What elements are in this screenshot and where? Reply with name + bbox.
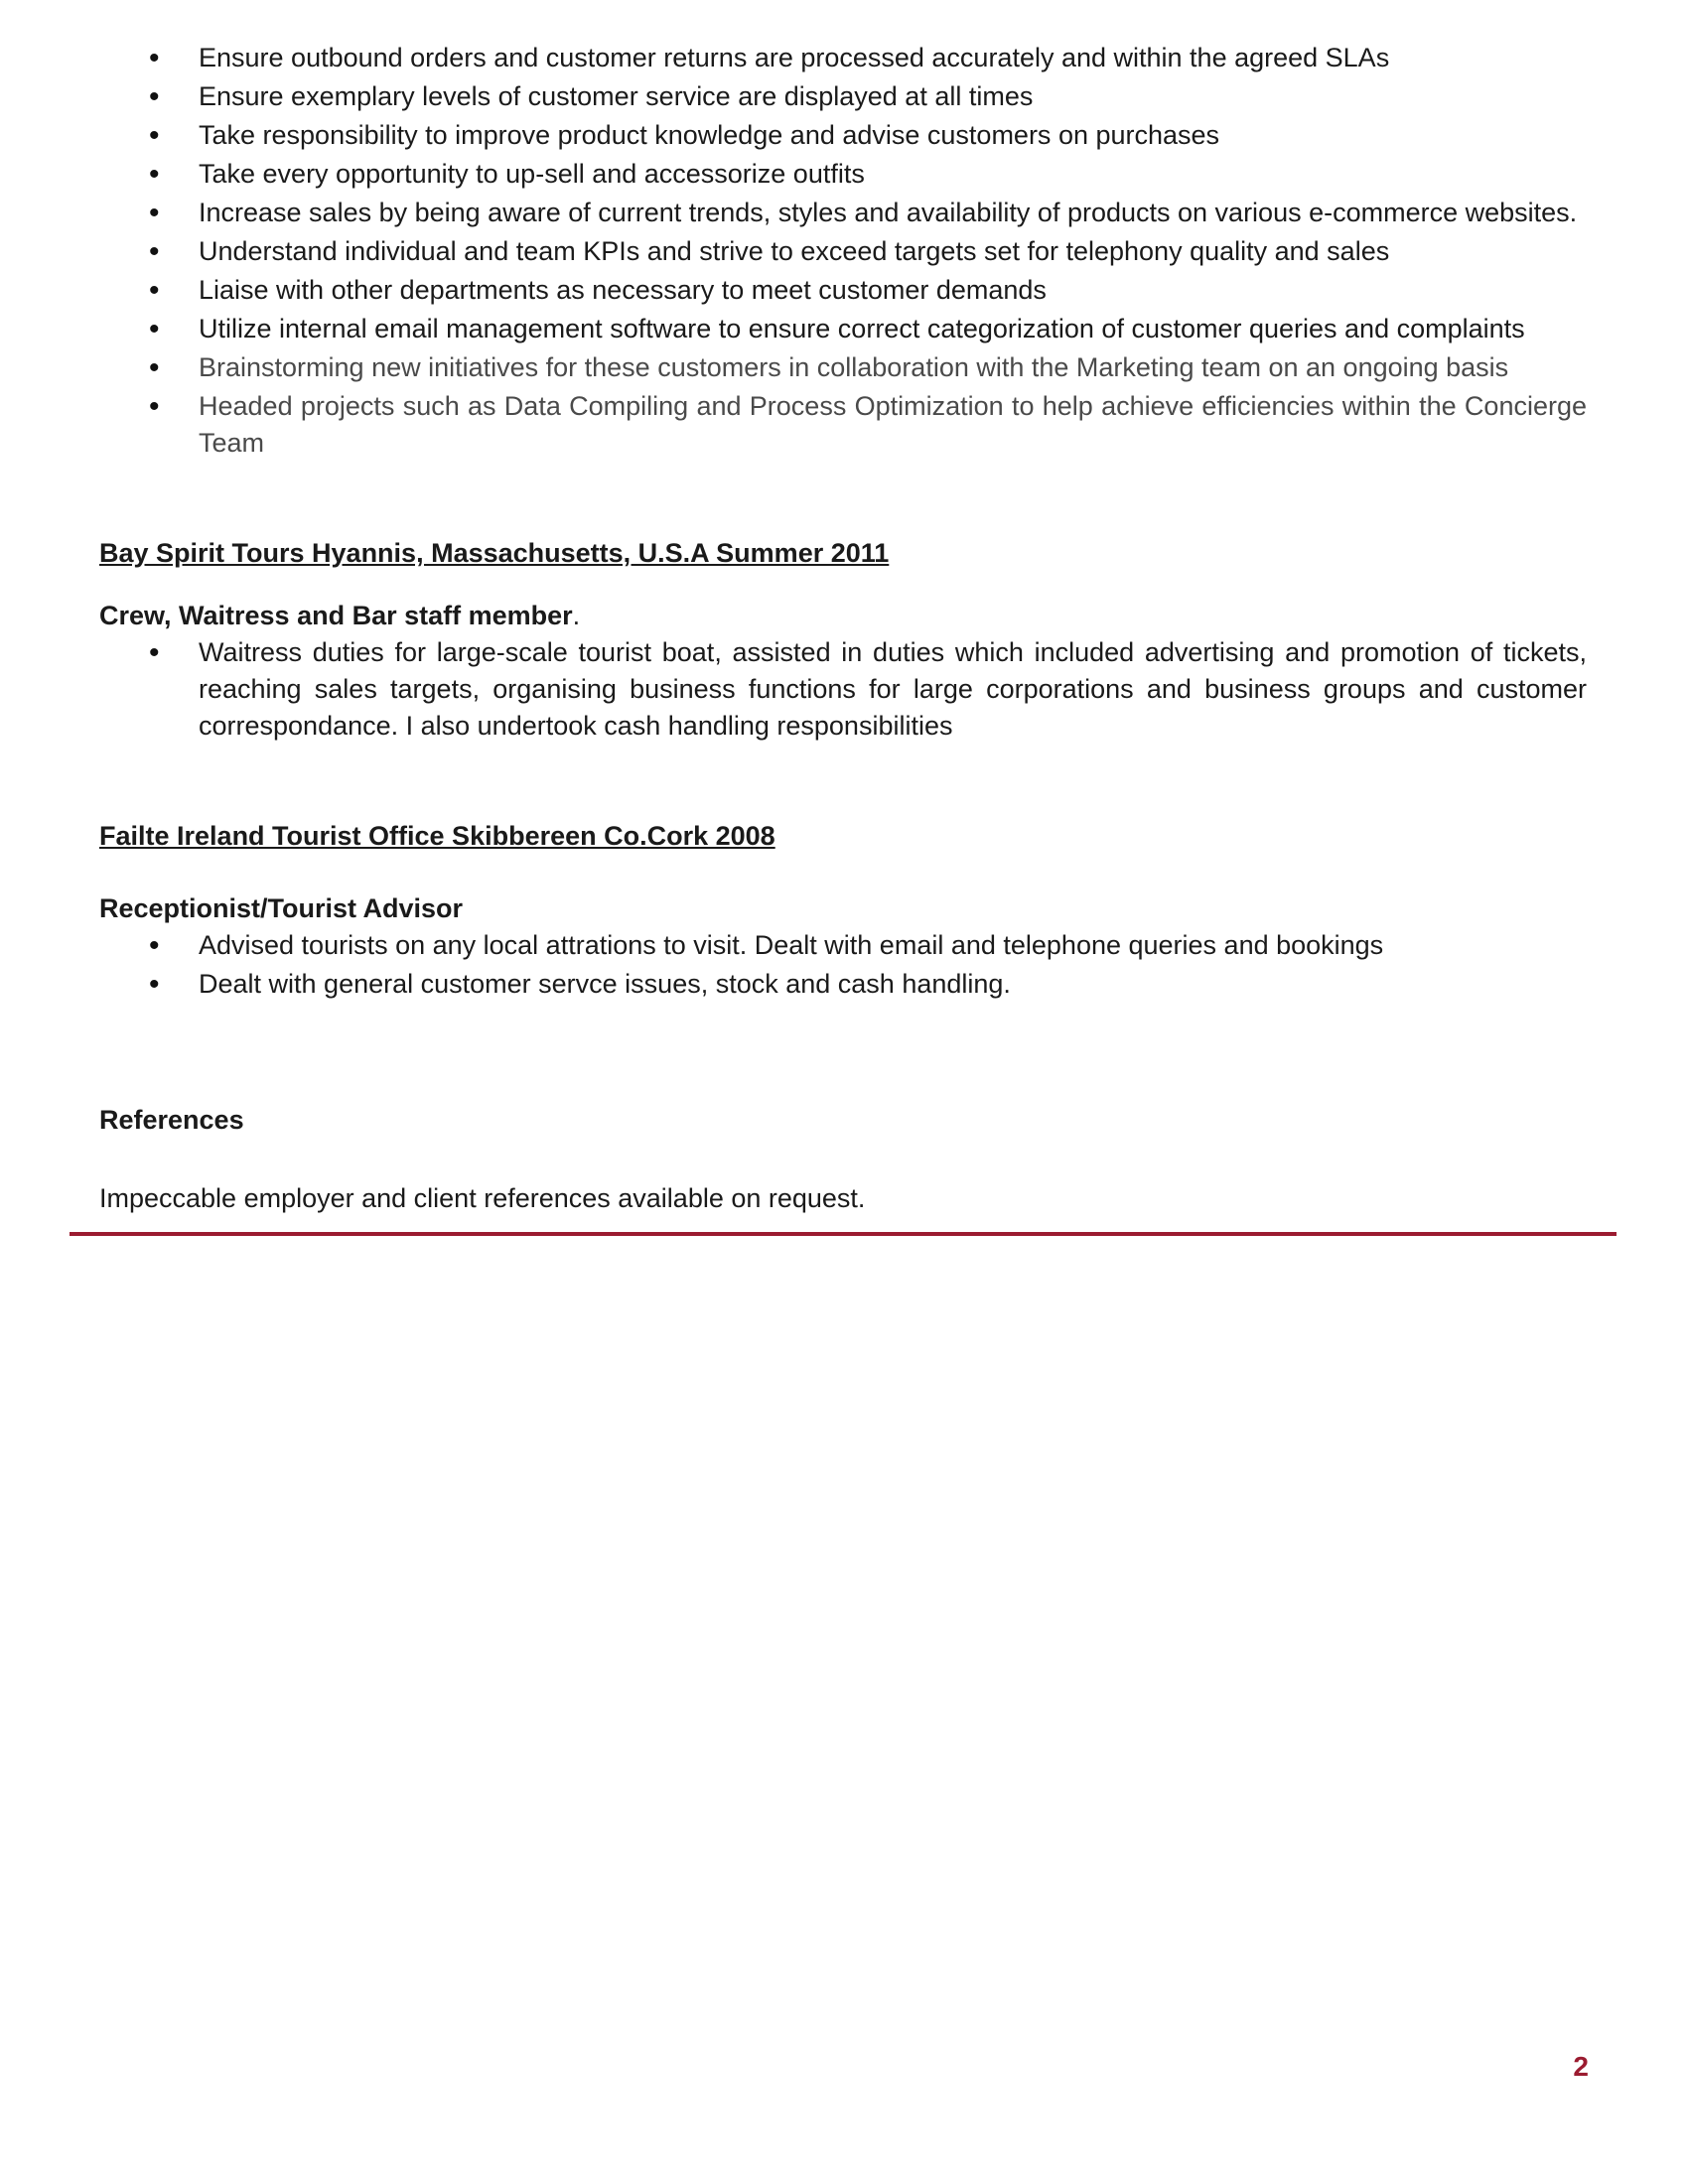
role-title: [99, 598, 1587, 634]
duty-item: • Headed projects such as Data Compiling and Process Optimization to help achieve efficiencies within the Concierge Team: [99, 388, 1587, 462]
references-heading: References: [99, 1105, 244, 1135]
section-divider: [70, 1232, 1617, 1236]
references-text: Impeccable employer and client references available on request.: [99, 1183, 866, 1213]
duty-item: • Increase sales by being aware of current trends, styles and availability of products on various e-commerce websites.: [99, 195, 1587, 231]
duty-item: • Utilize internal email management software to ensure correct categorization of customer queries and complaints: [99, 311, 1587, 347]
duty-item: • Ensure exemplary levels of customer service are displayed at all times: [99, 78, 1587, 115]
page-number: 2: [1573, 2051, 1589, 2082]
continued-duties-list: [99, 40, 1587, 462]
role-title-suffix: .: [572, 601, 581, 630]
duty-item: • Liaise with other departments as necessary to meet customer demands: [99, 272, 1587, 309]
duty-item: • Advised tourists on any local attrations to visit. Dealt with email and telephone queries and bookings: [99, 927, 1587, 964]
duty-item: • Take every opportunity to up-sell and accessorize outfits: [99, 156, 1587, 193]
references-section: [99, 1102, 1587, 1217]
role-title: Receptionist/Tourist Advisor: [99, 893, 464, 923]
duty-item: • Understand individual and team KPIs and strive to exceed targets set for telephony quality and sales: [99, 233, 1587, 270]
page-content: [99, 40, 1587, 1217]
duty-item: • Waitress duties for large-scale tourist boat, assisted in duties which included advertising and promotion of tickets, reaching sales targets, organising business functions for large corporations and business groups and customer correspondance. I also undertook cash handling responsibilities: [99, 634, 1587, 745]
job-bay-spirit: [99, 535, 1587, 745]
job-duties-list: [99, 634, 1587, 745]
duty-item: • Ensure outbound orders and customer returns are processed accurately and within the agreed SLAs: [99, 40, 1587, 76]
job-duties-list: [99, 927, 1587, 1003]
duty-item: • Take responsibility to improve product knowledge and advise customers on purchases: [99, 117, 1587, 154]
duty-item: • Dealt with general customer servce issues, stock and cash handling.: [99, 966, 1587, 1003]
role-title-text: Crew, Waitress and Bar staff member: [99, 601, 573, 630]
job-failte-ireland: [99, 818, 1587, 1003]
job-header: Failte Ireland Tourist Office Skibbereen Co.Cork 2008: [99, 821, 775, 851]
job-header: Bay Spirit Tours Hyannis, Massachusetts, U.S.A Summer 2011: [99, 538, 890, 568]
duty-item: • Brainstorming new initiatives for these customers in collaboration with the Marketing team on an ongoing basis: [99, 349, 1587, 386]
